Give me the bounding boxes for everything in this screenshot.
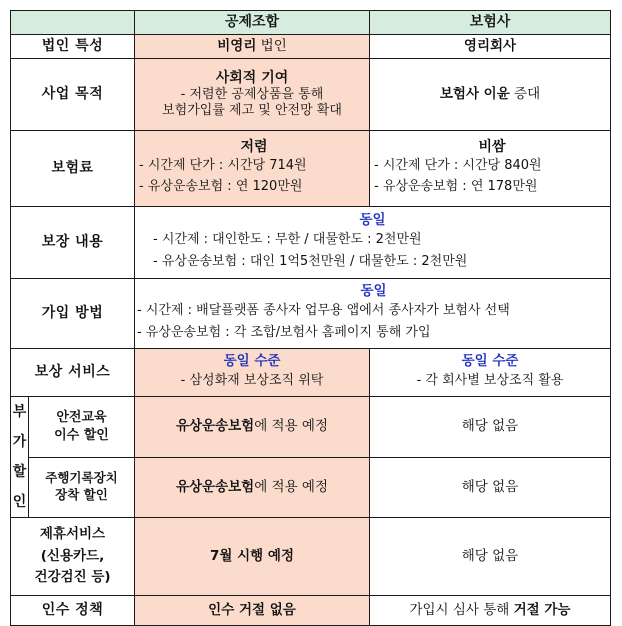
row-label-purpose: 사업 목적 — [11, 59, 135, 131]
partner-label-1: 제휴서비스 — [39, 526, 106, 543]
row-label-rec — [29, 457, 135, 518]
service-insurer-cell — [370, 349, 611, 397]
partner-label-2: (신용카드, — [40, 547, 105, 564]
premium-insurer-line2: - 유상운송보험 : 연 178만원 — [374, 179, 538, 195]
edu-label-2: 이수 할인 — [54, 427, 109, 443]
premium-insurer-title: 비쌈 — [478, 138, 506, 155]
header-corner-cell — [11, 11, 135, 35]
row-partner — [11, 518, 611, 596]
edu-mutual-rest: 에 적용 예정 — [254, 418, 329, 435]
enroll-line2: - 유상운송보험 : 각 조합/보험사 홈페이지 통해 가입 — [137, 324, 431, 340]
row-label-corp: 법인 특성 — [11, 35, 135, 59]
service-mutual-cell — [135, 349, 370, 397]
discount-char-4: 인 — [12, 494, 27, 510]
row-coverage — [11, 207, 611, 279]
service-insurer-title: 동일 수준 — [461, 353, 519, 370]
premium-mutual-line1: - 시간제 단가 : 시간당 714원 — [139, 158, 307, 174]
purpose-mutual-cell — [135, 59, 370, 131]
row-enroll — [11, 279, 611, 349]
rec-label-2: 장착 할인 — [55, 487, 108, 503]
rec-insurer-cell: 해당 없음 — [370, 457, 611, 518]
coverage-line1: - 시간제 : 대인한도 : 무한 / 대물한도 : 2천만원 — [153, 231, 422, 247]
row-label-premium: 보험료 — [11, 131, 135, 207]
purpose-insurer-bold: 보험사 이윤 — [439, 86, 510, 103]
partner-insurer-cell: 해당 없음 — [370, 518, 611, 596]
enroll-cell — [135, 279, 611, 349]
row-corp — [11, 35, 611, 59]
rec-mutual-cell — [135, 457, 370, 518]
row-label-enroll: 가입 방법 — [11, 279, 135, 349]
edu-label-1: 안전교육 — [56, 410, 107, 426]
purpose-mutual-title: 사회적 기여 — [215, 69, 289, 86]
row-premium — [11, 131, 611, 207]
row-discount-edu — [11, 397, 611, 458]
accept-insurer-bold: 거절 가능 — [513, 602, 571, 619]
discount-char-3: 할 — [12, 464, 27, 480]
row-accept — [11, 596, 611, 626]
header-mutual: 공제조합 — [135, 11, 370, 35]
premium-mutual-cell — [135, 131, 370, 207]
enroll-line1: - 시간제 : 배달플랫폼 종사자 업무용 앱에서 종사자가 보험사 선택 — [137, 302, 510, 318]
premium-mutual-title: 저렴 — [240, 138, 268, 155]
accept-insurer-cell — [370, 596, 611, 626]
purpose-mutual-line2: 보험가입률 제고 및 안전망 확대 — [162, 103, 342, 119]
service-mutual-line: - 삼성화재 보상조직 위탁 — [180, 372, 324, 388]
rec-mutual-bold: 유상운송보험 — [175, 478, 255, 495]
row-label-service: 보상 서비스 — [11, 349, 135, 397]
row-label-partner — [11, 518, 135, 596]
row-label-edu — [29, 397, 135, 458]
discount-char-2: 가 — [12, 434, 27, 450]
discount-char-1: 부 — [12, 404, 27, 420]
row-discount-rec — [11, 457, 611, 518]
comparison-table — [10, 10, 611, 626]
corp-mutual-bold: 비영리 — [217, 38, 257, 55]
edu-mutual-cell — [135, 397, 370, 458]
premium-mutual-line2: - 유상운송보험 : 연 120만원 — [139, 179, 303, 195]
accept-insurer-rest: 가입시 심사 통해 — [409, 602, 514, 619]
discount-group-label — [11, 397, 29, 518]
edu-mutual-bold: 유상운송보험 — [175, 418, 255, 435]
row-label-coverage: 보장 내용 — [11, 207, 135, 279]
service-mutual-title: 동일 수준 — [223, 353, 281, 370]
corp-mutual-rest: 법인 — [256, 38, 287, 55]
coverage-cell — [135, 207, 611, 279]
row-service — [11, 349, 611, 397]
table-header-row — [11, 11, 611, 35]
rec-mutual-rest: 에 적용 예정 — [254, 478, 329, 495]
rec-label-1: 주행기록장치 — [45, 470, 118, 486]
accept-mutual-cell: 인수 거절 없음 — [135, 596, 370, 626]
purpose-insurer-cell — [370, 59, 611, 131]
header-insurer: 보험사 — [370, 11, 611, 35]
row-purpose — [11, 59, 611, 131]
edu-insurer-cell: 해당 없음 — [370, 397, 611, 458]
partner-mutual-cell: 7월 시행 예정 — [135, 518, 370, 596]
coverage-title: 동일 — [359, 211, 386, 228]
premium-insurer-line1: - 시간제 단가 : 시간당 840원 — [374, 158, 542, 174]
corp-insurer-cell: 영리회사 — [370, 35, 611, 59]
service-insurer-line: - 각 회사별 보상조직 활용 — [416, 372, 564, 388]
purpose-mutual-line1: - 저렴한 공제상품을 통해 — [180, 87, 324, 102]
row-label-accept: 인수 정책 — [11, 596, 135, 626]
corp-mutual-cell — [135, 35, 370, 59]
enroll-title: 동일 — [360, 282, 387, 299]
premium-insurer-cell — [370, 131, 611, 207]
purpose-insurer-rest: 증대 — [509, 86, 541, 103]
partner-label-3: 건강검진 등) — [34, 569, 111, 586]
coverage-line2: - 유상운송보험 : 대인 1억5천만원 / 대물한도 : 2천만원 — [153, 253, 468, 269]
